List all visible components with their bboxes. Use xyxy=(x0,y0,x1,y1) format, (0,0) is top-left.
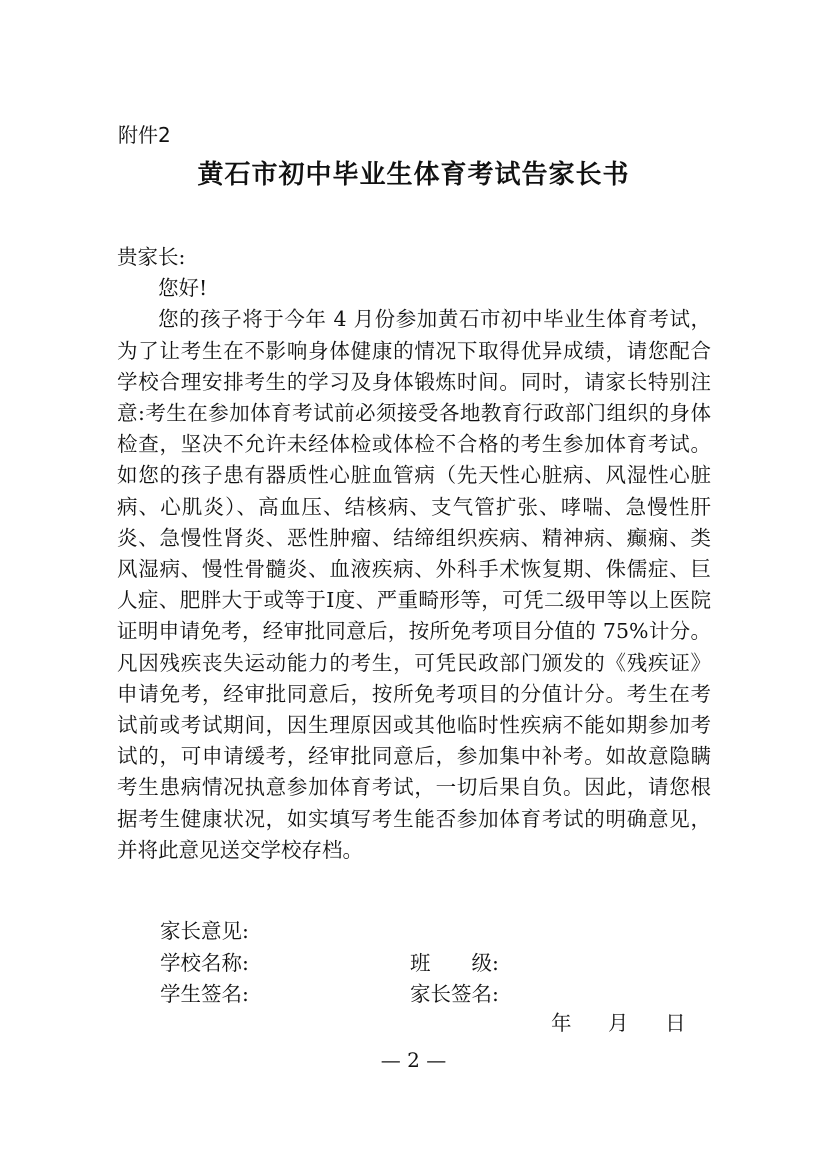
form-row-signatures xyxy=(160,979,720,1011)
school-name-label: 学校名称: xyxy=(160,950,249,975)
date-line xyxy=(551,1008,686,1039)
student-signature-label: 学生签名: xyxy=(160,982,249,1007)
document-title: 黄石市初中毕业生体育考试告家长书 xyxy=(197,160,630,190)
date-month: 月 xyxy=(608,1011,629,1035)
body-paragraph: 您的孩子将于今年 4 月份参加黄石市初中毕业生体育考试，为了让考生在不影响身体健康的情况下取得优异成绩，请您配合学校合理安排考生的学习及身体锻炼时间。同时，请家长特别注意:考生在参加体育考试前必须接受各地教育行政部门组织的身体检查，坚决不允许未经体检或体检不合格的考生参加体育考试。如您的孩子患有器质性心脏血管病（先天性心脏病、风湿性心脏病、心肌炎）、高血压、结核病、支气管扩张、哮喘、急慢性肝炎、急慢性肾炎、恶性肿瘤、结缔组织疾病、精神病、癫痫、类风湿病、慢性骨髓炎、血液疾病、外科手术恢复期、侏儒症、巨人症、肥胖大于或等于Ⅰ度、严重畸形等，可凭二级甲等以上医院证明申请免考，经审批同意后，按所免考项目分值的 75%计分。凡因残疾丧失运动能力的考生，可凭民政部门颁发的《残疾证》申请免考，经审批同意后，按所免考项目的分值计分。考生在考试前或考试期间，因生理原因或其他临时性疾病不能如期参加考试的，可申请缓考，经审批同意后，参加集中补考。如故意隐瞒考生患病情况执意参加体育考试，一切后果自负。因此，请您根据考生健康状况，如实填写考生能否参加体育考试的明确意见，并将此意见送交学校存档。 xyxy=(117,307,711,862)
page-number: — 2 — xyxy=(380,1048,447,1072)
response-form xyxy=(160,916,720,1011)
letter-body xyxy=(117,242,711,866)
class-label: 班 级: xyxy=(410,950,499,975)
greeting: 您好! xyxy=(158,276,208,301)
date-day: 日 xyxy=(665,1011,686,1035)
parent-opinion-label: 家长意见: xyxy=(160,919,249,943)
form-row-school xyxy=(160,948,720,980)
attachment-label: 附件2 xyxy=(118,123,171,147)
parent-signature-label: 家长签名: xyxy=(410,982,499,1007)
salutation: 贵家长: xyxy=(117,245,186,269)
date-year: 年 xyxy=(551,1011,572,1035)
form-row-opinion xyxy=(160,916,720,948)
